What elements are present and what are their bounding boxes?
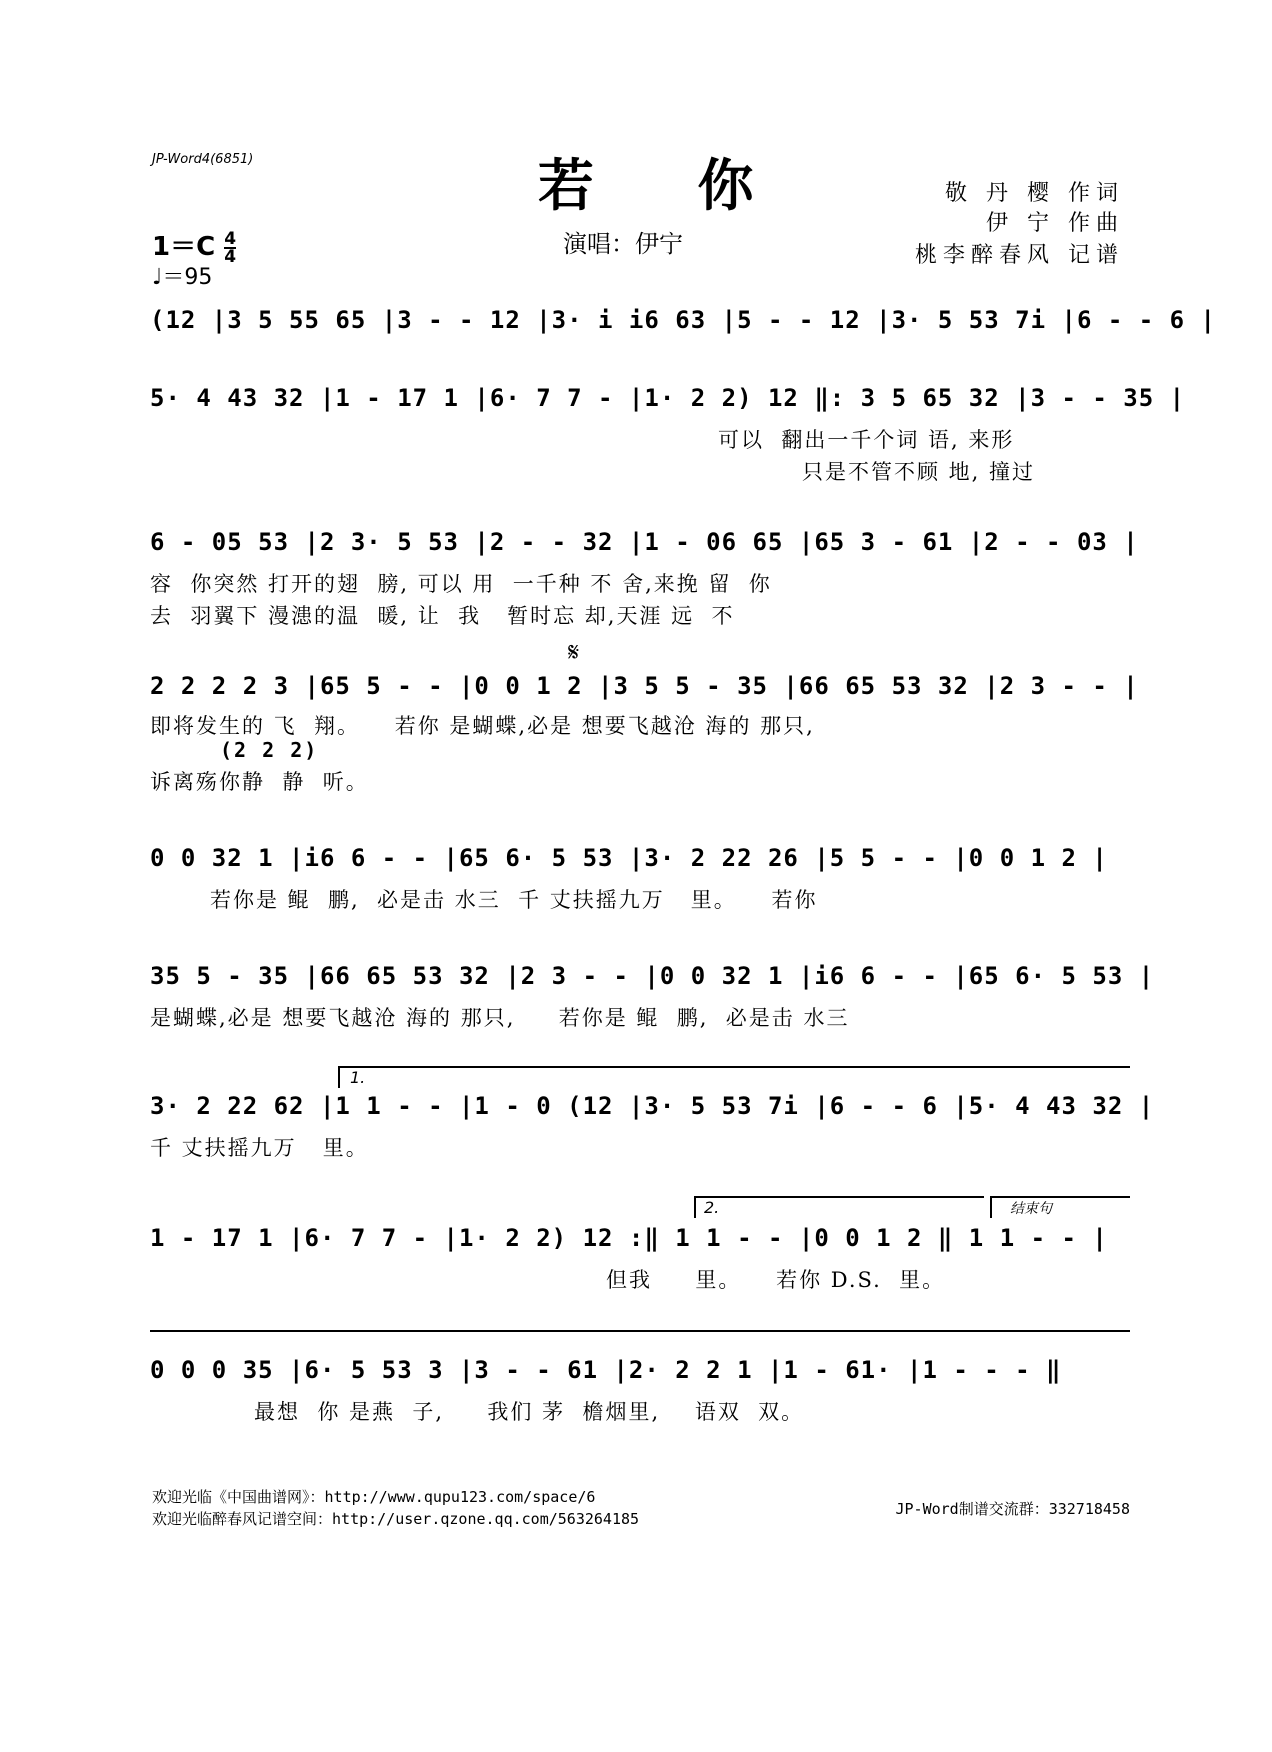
lyric-line: 去 羽翼下 漫漶的温 暖, 让 我 暂时忘 却,天涯 远 不 bbox=[150, 604, 735, 628]
segno-icon: 𝄋 bbox=[568, 638, 580, 668]
footer-link-qzone[interactable]: 欢迎光临醉春风记谱空间：http://user.qzone.qq.com/563264185 bbox=[152, 1510, 640, 1528]
score-row: 0 0 0 35 |6· 5 53 3 |3 - - 61 |2· 2 2 1 |1 - 61· |1 - - - ‖ bbox=[150, 1356, 1062, 1384]
lyric-line: 容 你突然 打开的翅 膀, 可以 用 一千种 不 舍,来挽 留 你 bbox=[150, 572, 772, 596]
tempo-value: ＝95 bbox=[162, 265, 213, 290]
quarter-note-icon: ♩ bbox=[152, 265, 163, 290]
tempo-marking bbox=[152, 260, 212, 291]
score-row: 2 2 2 2 3 |65 5 - - |0 0 1 2 |3 5 5 - 35 |66 65 53 32 |2 3 - - | bbox=[150, 672, 1139, 700]
key-label: 1＝C bbox=[152, 232, 216, 262]
footer-links bbox=[152, 1486, 639, 1530]
score-row: 6 - 05 53 |2 3· 5 53 |2 - - 32 |1 - 06 65 |65 3 - 61 |2 - - 03 | bbox=[150, 528, 1139, 556]
lyric-line: 只是不管不顾 地, 撞过 bbox=[802, 460, 1036, 484]
footer-group: JP-Word制谱交流群：332718458 bbox=[895, 1500, 1130, 1518]
volta-bracket-1-edge bbox=[338, 1066, 340, 1088]
song-title: 若 你 bbox=[538, 153, 796, 219]
lyric-line: 但我 里。 若你 D.S. 里。 bbox=[606, 1268, 946, 1292]
lyric-line: 可以 翻出一千个词 语, 来形 bbox=[718, 428, 1015, 452]
ending-label: 结束句 bbox=[1010, 1201, 1052, 1217]
singer-label: 演唱：伊宁 bbox=[563, 230, 683, 258]
key-signature bbox=[152, 226, 236, 265]
lyric-line: 诉离殇你静 静 听。 bbox=[150, 770, 369, 794]
time-bottom: 4 bbox=[224, 246, 237, 267]
score-row: 3· 2 22 62 |1 1 - - |1 - 0 (12 |3· 5 53 7i |6 - - 6 |5· 4 43 32 | bbox=[150, 1092, 1155, 1120]
score-row: 0 0 32 1 |i6 6 - - |65 6· 5 53 |3· 2 22 26 |5 5 - - |0 0 1 2 | bbox=[150, 844, 1108, 872]
volta-bracket-2 bbox=[694, 1196, 984, 1198]
lyric-line: 即将发生的 飞 翔。 若你 是蝴蝶,必是 想要飞越沧 海的 那只, bbox=[150, 714, 815, 738]
score-row: (12 |3 5 55 65 |3 - - 12 |3· i i6 63 |5 - - 12 |3· 5 53 7i |6 - - 6 | bbox=[150, 306, 1216, 334]
lyric-line: 是蝴蝶,必是 想要飞越沧 海的 那只, 若你是 鲲 鹏, 必是击 水三 bbox=[150, 1006, 850, 1030]
time-signature bbox=[224, 228, 237, 267]
transcriber-credit: 桃李醉春风 记谱 bbox=[915, 243, 1124, 268]
lyric-line: 若你是 鲲 鹏, 必是击 水三 千 丈扶摇九万 里。 若你 bbox=[210, 888, 818, 912]
composer-credit: 伊 宁 作曲 bbox=[986, 211, 1124, 236]
footer-link-qupu[interactable]: 欢迎光临《中国曲谱网》：http://www.qupu123.com/space/6 bbox=[152, 1488, 596, 1506]
lyric-line: 最想 你 是燕 子, 我们 茅 檐烟里, 语双 双。 bbox=[254, 1400, 805, 1424]
volta-bracket-1 bbox=[338, 1066, 1130, 1068]
alt-notes: (2 2 2) bbox=[220, 738, 319, 762]
lyric-line: 千 丈扶摇九万 里。 bbox=[150, 1136, 369, 1160]
lyricist-credit: 敬 丹 樱 作词 bbox=[945, 181, 1124, 206]
volta-1-label: 1. bbox=[350, 1068, 366, 1087]
ending-bracket-edge bbox=[990, 1196, 992, 1218]
software-label: JP-Word4(6851) bbox=[152, 152, 254, 167]
score-row: 1 - 17 1 |6· 7 7 - |1· 2 2) 12 :‖ 1 1 - - |0 0 1 2 ‖ 1 1 - - | bbox=[150, 1224, 1108, 1252]
coda-bracket bbox=[150, 1330, 1130, 1332]
volta-bracket-2-edge bbox=[694, 1196, 696, 1218]
volta-2-label: 2. bbox=[704, 1198, 720, 1217]
time-top: 4 bbox=[224, 228, 237, 249]
score-row: 5· 4 43 32 |1 - 17 1 |6· 7 7 - |1· 2 2) 12 ‖: 3 5 65 32 |3 - - 35 | bbox=[150, 384, 1186, 412]
score-row: 35 5 - 35 |66 65 53 32 |2 3 - - |0 0 32 1 |i6 6 - - |65 6· 5 53 | bbox=[150, 962, 1155, 990]
